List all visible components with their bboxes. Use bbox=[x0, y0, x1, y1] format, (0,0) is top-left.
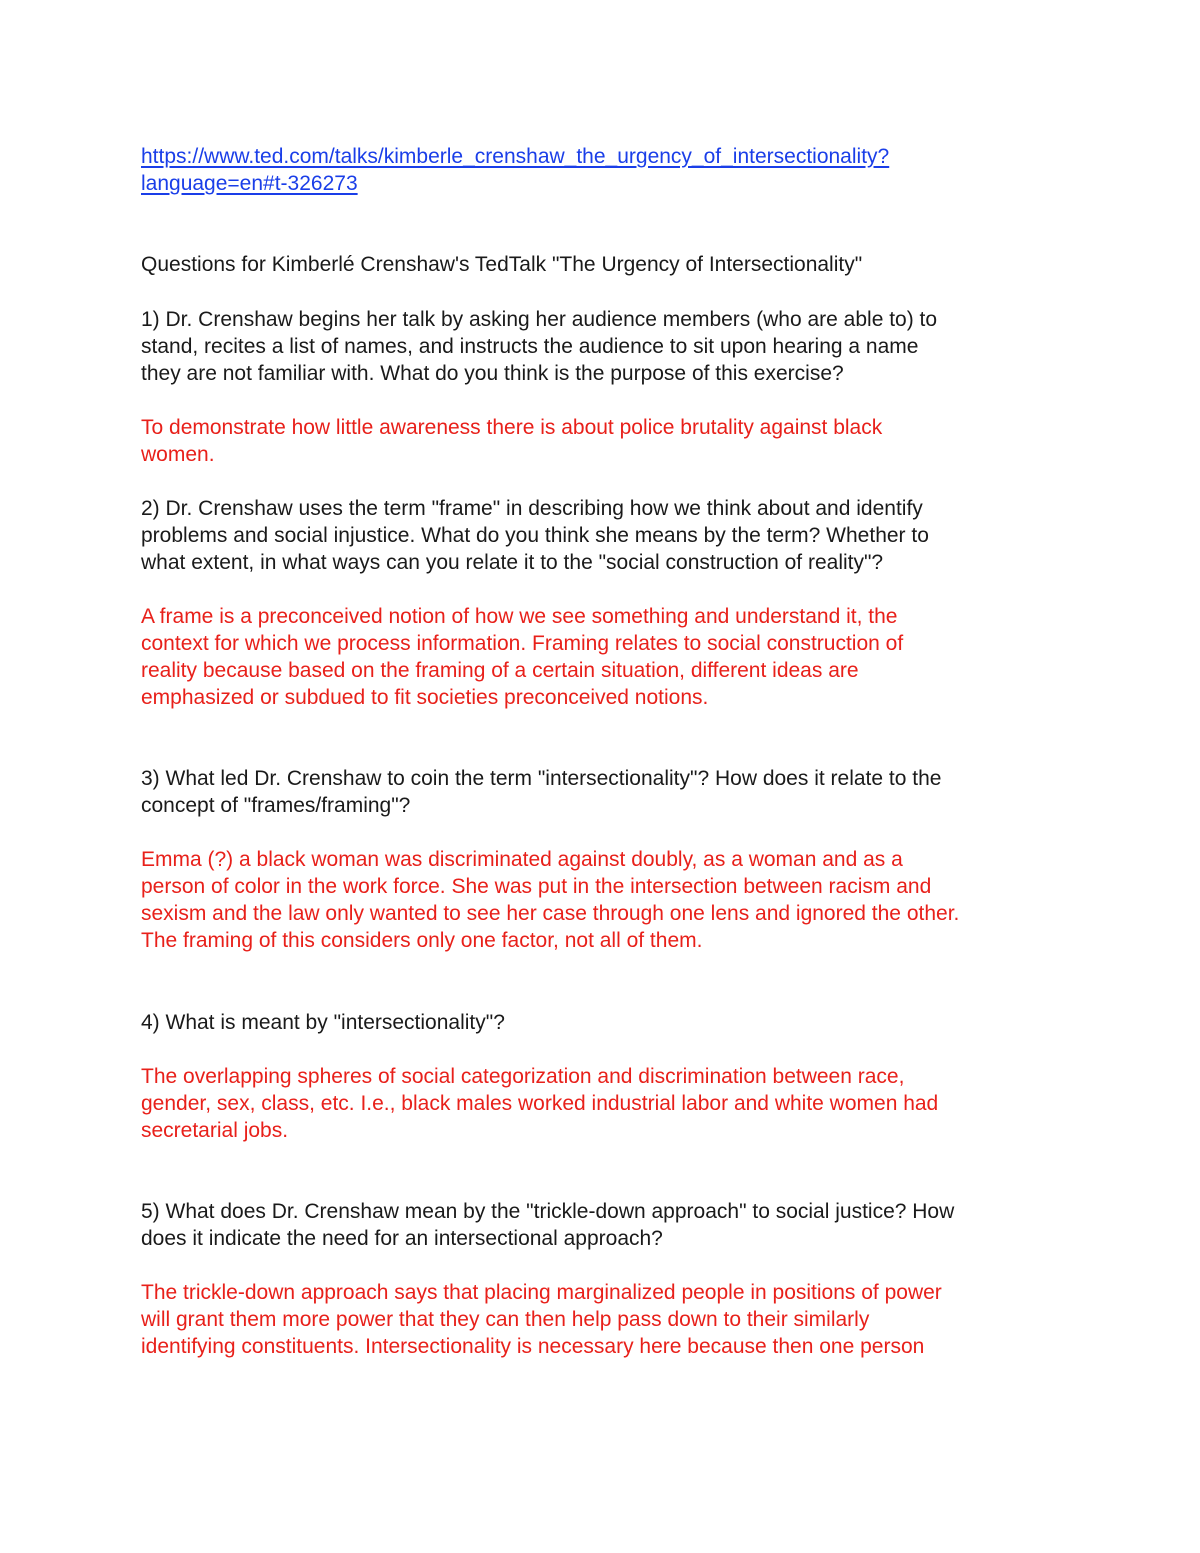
ted-talk-link[interactable] bbox=[141, 143, 1071, 197]
question-4: 4) What is meant by "intersectionality"? bbox=[141, 1011, 505, 1034]
answer-2: A frame is a preconceived notion of how we see something and understand it, the context for which we process information. Framing relates to social construction of reality because based on the framing of a certain situation, different ideas are emphasized or subdued to fit societies preconceived notions. bbox=[141, 605, 904, 709]
question-2: 2) Dr. Crenshaw uses the term "frame" in describing how we think about and identify problems and social injustice. What do you think she means by the term? Whether to what extent, in what ways can you relate it to the "social construction of reality"? bbox=[141, 497, 929, 574]
answer-3: Emma (?) a black woman was discriminated against doubly, as a woman and as a person of color in the work force. She was put in the intersection between racism and sexism and the law only wanted to see her case through one lens and ignored the other. The framing of this considers only one factor, not all of them. bbox=[141, 848, 960, 952]
document-title: Questions for Kimberlé Crenshaw's TedTalk "The Urgency of Intersectionality" bbox=[141, 253, 863, 276]
answer-4: The overlapping spheres of social categorization and discrimination between race, gender, sex, class, etc. I.e., black males worked industrial labor and white women had secretarial jobs. bbox=[141, 1065, 939, 1142]
answer-1: To demonstrate how little awareness there is about police brutality against black women. bbox=[141, 416, 883, 466]
question-3: 3) What led Dr. Crenshaw to coin the term "intersectionality"? How does it relate to the concept of "frames/framing"? bbox=[141, 767, 942, 817]
link-line-2: language=en#t-326273 bbox=[141, 172, 358, 195]
link-line-1: https://www.ted.com/talks/kimberle_crenshaw_the_urgency_of_intersectionality? bbox=[141, 145, 890, 168]
question-1: 1) Dr. Crenshaw begins her talk by asking her audience members (who are able to) to stand, recites a list of names, and instructs the audience to sit upon hearing a name they are not familiar with. What do you think is the purpose of this exercise? bbox=[141, 308, 938, 385]
answer-5: The trickle-down approach says that placing marginalized people in positions of power will grant them more power that they can then help pass down to their similarly identifying constituents. Intersectionality is necessary here because then one person bbox=[141, 1281, 942, 1358]
question-5: 5) What does Dr. Crenshaw mean by the "trickle-down approach" to social justice? How does it indicate the need for an intersectional approach? bbox=[141, 1200, 955, 1250]
